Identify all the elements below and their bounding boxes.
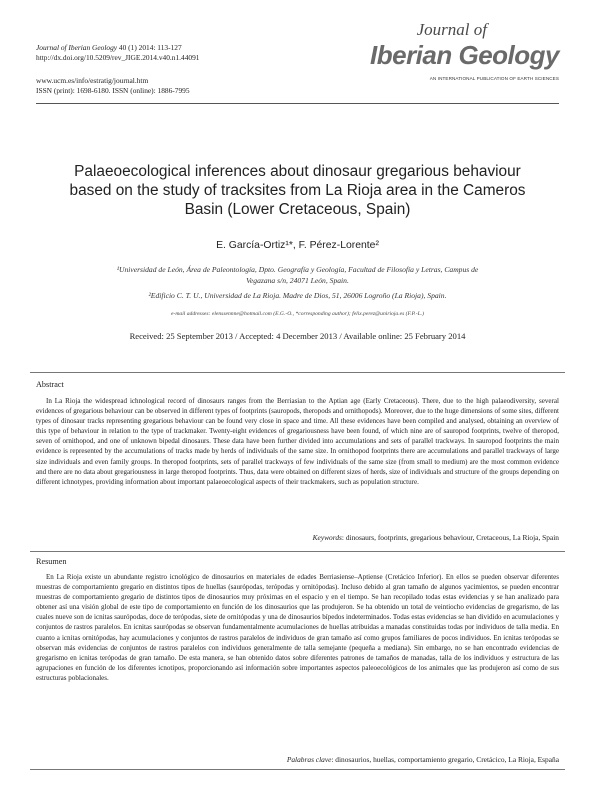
keywords-label: Keywords [312, 533, 342, 542]
issn-line: ISSN (print): 1698-6180. ISSN (online): 1886-7995 [36, 86, 190, 95]
journal-volume: 40 (1) 2014: 113-127 [117, 43, 182, 52]
affiliation: ²Edificio C. T. U., Universidad de La Rioja. Madre de Dios, 51, 26006 Logroño (La Rioja), Spain. [148, 291, 447, 300]
affiliation: Vegazana s/n, 24071 León, Spain. [246, 276, 349, 285]
doi-link[interactable]: http://dx.doi.org/10.5209/rev_JIGE.2014.v40.n1.44091 [36, 53, 200, 62]
journal-url[interactable]: www.ucm.es/info/estratig/journal.htm [36, 76, 149, 85]
abstract-heading: Abstract [36, 380, 64, 389]
resumen-text: En La Rioja existe un abundante registro icnológico de dinosaurios en materiales de edades Berriasiense–Aptiense (Cretácico Inferior). En ellos se pueden observar diferentes muestras de comportamiento gregario en distintos tipos de huellas (saurópodas, terópodas y ornitópodas). Incluso debido al gran tamaño de algunos yacimientos, se pueden encontrar muestras de comportamiento gregario de distintos tipos de dinosaurios muy próximas en el espacio y en el tiempo. Se han recopilado todas estas evidencias y se han analizado para obtener así una visión global de este tipo de comportamiento en función de los dinosaurios que las produjeron. Se ha obtenido un total de veintiocho evidencias de gregarismo, de las cuales nueve son de icnitas saurópodas, doce de terópodas, siete de ornitópodas y una de dinosaurios bípedos indeterminados. Todas estas evidencias se han dividido en acumulaciones y conjuntos de rastros paralelos. En icnitas saurópodas se observan fundamentalmente acumulaciones de huellas atribuidas a manadas constituidas todas por individuos de talla media. En cuanto a icnitas ornitópodas, hay acumulaciones y conjuntos de rastros paralelos de individuos de gran tamaño así como grupos familiares de pocos individuos. En icnitas terópodas se observan más evidencias de conjuntos de rastros paralelos con individuos generalmente de talla semejante (pequeña a mediana). Sin embargo, no se han encontrado evidencias de gregarismo en icnitas terópodas de gran tamaño. De esta manera, se han obtenido datos sobre diferentes patrones de tamaños de manadas, talla de los individuos y estructura de las agrupaciones en función de los diferentes icnotipos, proporcionando así información sobre importantes aspectos paleoecológicos de los animales que las produjeron así como de sus estructuras poblacionales. [36, 573, 559, 682]
palabras-clave-list: : dinosaurios, huellas, comportamiento gregario, Cretácico, La Rioja, España [331, 755, 559, 764]
abstract-keywords [313, 533, 559, 542]
title-line: Palaeoecological inferences about dinosaur gregarious behaviour [74, 163, 521, 180]
abstract-text: In La Rioja the widespread ichnological record of dinosaurs ranges from the Berriasian to the Aptian age (Early Cretaceous). There, due to the high palaeodiversity, several evidences of gregarious behaviour can be observed in different types of footprints (sauropods, theropods and ornithopods). Moreover, due to the huge dimensions of some sites, different types of dinosaur tracks representing gregarious behaviour can be found very close in space and time. All these evidences have been compiled and analysed, obtaining an overview of this type of behaviour in relation to the type of trackmaker. Twenty-eight evidences of gregariousness have been found, of which nine are of sauropod footprints, twelve of theropod, seven of ornithopod, and one of unknown bipedal dinosaurs. These data have been further divided into accumulations and sets of parallel trackways. In sauropod footprints the main evidence is represented by the accumulations of tracks made by herds of individuals of the same size. In ornithopod footprints there are accumulations and parallel trackways of large size individuals and even family groups. In theropod footprints, sets of parallel trackways of few individuals of the same size (from small to medium) are the most common evidence and there are no data about gregariousness in large theropod footprints. Thus, data were obtained on different sizes of herds, size of individuals and structure of the groups depending on different ichnotypes, providing information about important palaeoecological aspects of their trackmakers, such as population structure. [36, 397, 559, 486]
resumen-bottom-rule [30, 769, 565, 770]
received-dates: Received: 25 September 2013 / Accepted: 4 December 2013 / Available online: 25 February 2014 [129, 331, 466, 341]
abstract-top-rule [30, 372, 565, 373]
journal-citation [36, 43, 182, 53]
header-rule [36, 103, 559, 104]
palabras-clave-label: Palabras clave [286, 755, 332, 764]
logo-word-top: Journal of [416, 20, 487, 39]
resumen-top-rule [30, 551, 565, 552]
logo-subtitle: AN INTERNATIONAL PUBLICATION OF EARTH SCIENCES [429, 76, 559, 81]
resumen-heading: Resumen [36, 557, 67, 566]
email-addresses: e-mail addresses: elenssennne@hotmail.com (E.G.-O., *corresponding author); felix.perez@unirioja.es (F.P.-L.) [171, 311, 424, 317]
article-title [36, 162, 559, 219]
title-line: based on the study of tracksites from La Rioja area in the Cameros [69, 182, 526, 199]
journal-name: Journal of Iberian Geology [36, 43, 118, 52]
title-line: Basin (Lower Cretaceous, Spain) [184, 201, 411, 218]
affiliation: ¹Universidad de León, Área de Paleontología, Dpto. Geografía y Geología, Facultad de Filosofía y Letras, Campus de [116, 265, 479, 274]
resumen-keywords [287, 755, 559, 764]
keywords-list: : dinosaurs, footprints, gregarious behaviour, Cretaceous, La Rioja, Spain [341, 533, 559, 542]
logo-word-main: Iberian Geology [370, 40, 559, 70]
journal-logo [370, 20, 559, 94]
authors: E. García-Ortiz¹*, F. Pérez-Lorente² [216, 240, 379, 251]
